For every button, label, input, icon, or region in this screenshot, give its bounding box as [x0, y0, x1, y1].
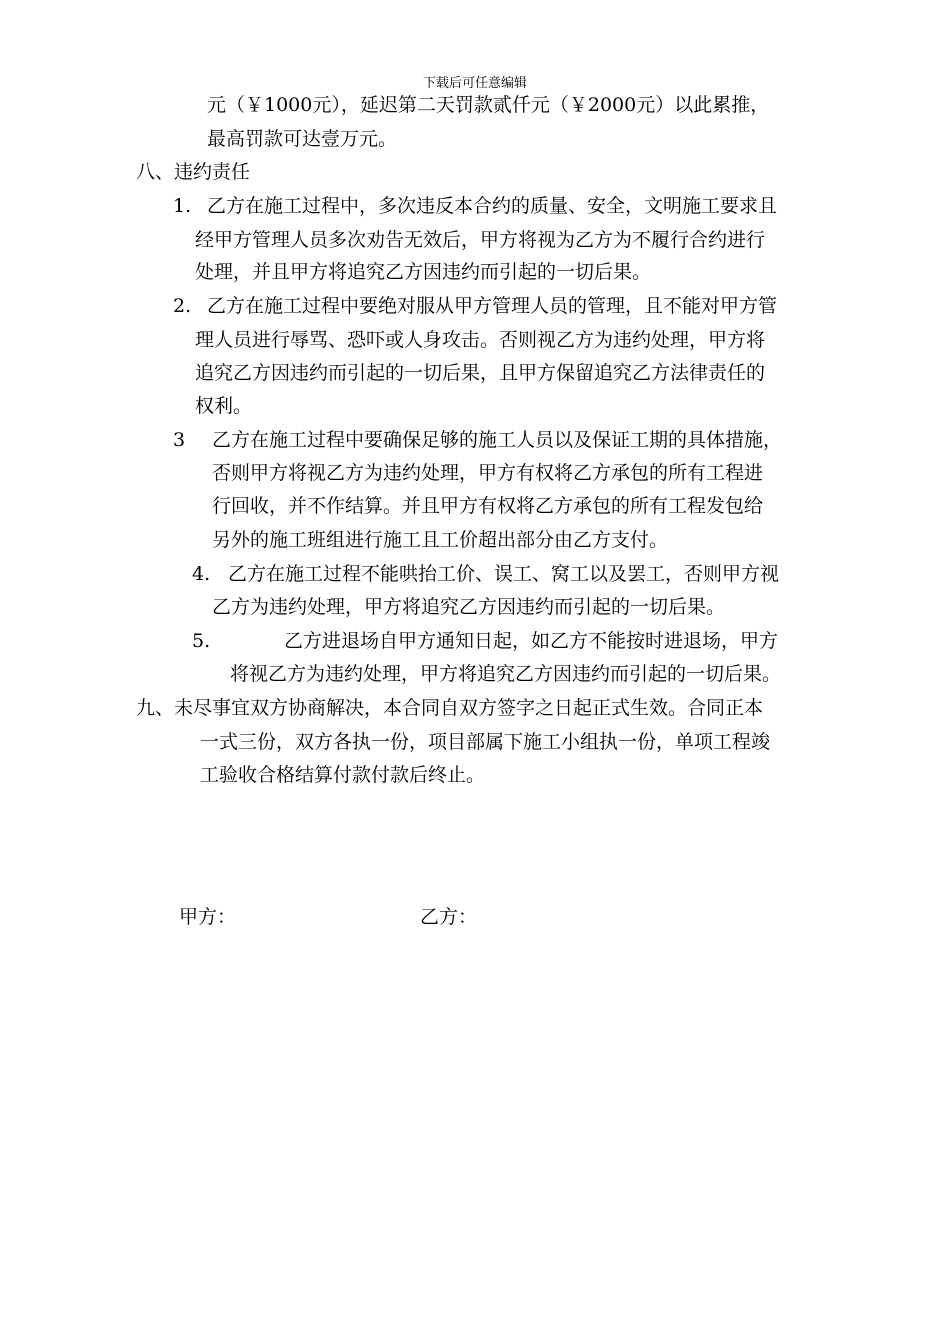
page-header-note: 下载后可任意编辑 [422, 76, 527, 91]
list-item-line: 将视乙方为违约处理，甲方将追究乙方因违约而引起的一切后果。 [230, 663, 782, 685]
list-item-line: 乙方在施工过程中要绝对服从甲方管理人员的管理，且不能对甲方管 [207, 295, 778, 317]
section-nine-line: 九、未尽事宜双方协商解决，本合同自双方签字之日起正式生效。合同正本 [136, 697, 764, 719]
paragraph-line: 最高罚款可达壹万元。 [207, 128, 398, 150]
list-item-line: 另外的施工班组进行施工且工价超出部分由乙方支付。 [212, 529, 669, 551]
list-item-line: 乙方在施工过程中，多次违反本合约的质量、安全，文明施工要求且 [207, 195, 778, 217]
list-item-line: 乙方在施工过程中要确保足够的施工人员以及保证工期的具体措施， [212, 429, 783, 451]
list-item-line: 行回收，并不作结算。并且甲方有权将乙方承包的所有工程发包给 [212, 495, 764, 517]
list-item-line: 理人员进行辱骂、恐吓或人身攻击。否则视乙方为违约处理，甲方将 [195, 329, 766, 351]
party-a-signature-label: 甲方： [179, 906, 237, 928]
list-item-line: 乙方在施工过程不能哄抬工价、误工、窝工以及罢工，否则甲方视 [228, 563, 780, 585]
list-item-number: 1. [173, 195, 192, 217]
list-item-number: 4. [192, 563, 211, 585]
section-heading-breach: 八、违约责任 [136, 161, 251, 183]
list-item-line: 权利。 [195, 395, 253, 417]
section-nine-line: 一式三份，双方各执一份，项目部属下施工小组执一份，单项工程竣 [200, 731, 771, 753]
paragraph-line: 元（￥1000元），延迟第二天罚款贰仟元（￥2000元）以此累推， [207, 94, 770, 116]
list-item-number: 5. [192, 630, 211, 652]
list-item-line: 追究乙方因违约而引起的一切后果，且甲方保留追究乙方法律责任的 [195, 362, 766, 384]
list-item-number: 3 [173, 429, 186, 451]
list-item-number: 2. [173, 295, 192, 317]
list-item-line: 否则甲方将视乙方为违约处理，甲方有权将乙方承包的所有工程进 [212, 462, 764, 484]
list-item-line: 经甲方管理人员多次劝告无效后，甲方将视为乙方为不履行合约进行 [195, 229, 766, 251]
list-item-line: 乙方进退场自甲方通知日起，如乙方不能按时进退场，甲方 [284, 630, 779, 652]
section-nine-line: 工验收合格结算付款付款后终止。 [200, 764, 486, 786]
list-item-line: 乙方为违约处理，甲方将追究乙方因违约而引起的一切后果。 [212, 596, 726, 618]
party-b-signature-label: 乙方： [420, 906, 478, 928]
list-item-line: 处理，并且甲方将追究乙方因违约而引起的一切后果。 [195, 261, 652, 283]
